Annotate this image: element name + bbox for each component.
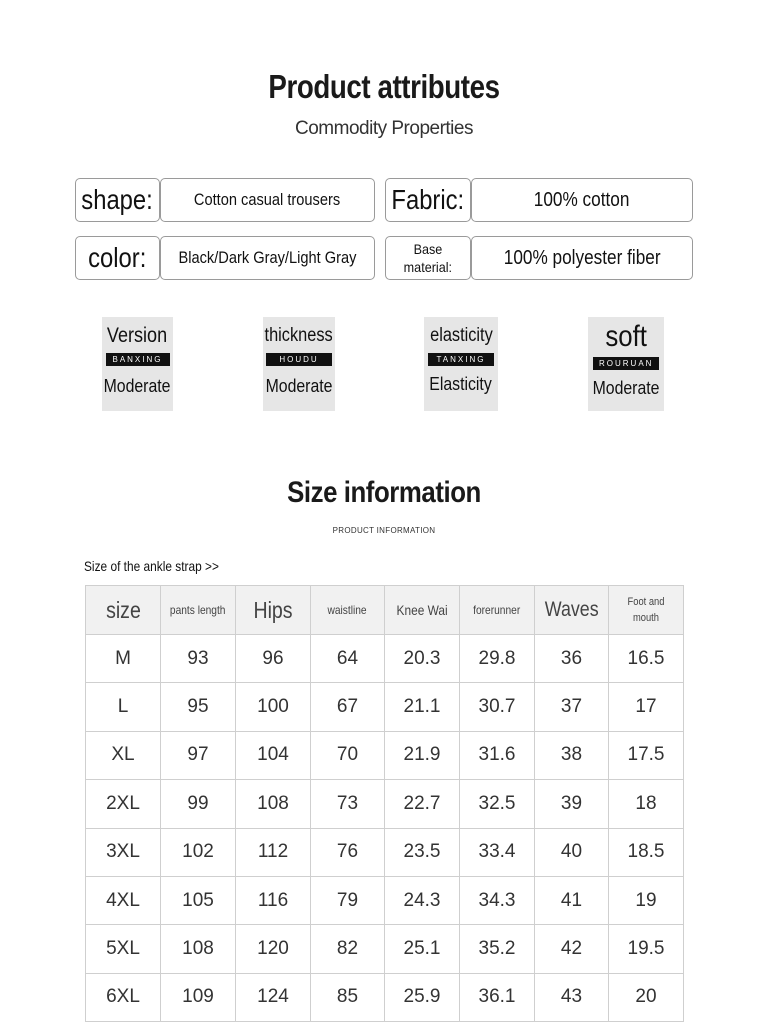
size-table-header-row bbox=[86, 586, 684, 635]
color-key: color: bbox=[88, 242, 147, 273]
spec-card-version bbox=[102, 317, 173, 411]
shape-key-box bbox=[75, 178, 160, 222]
header-cell: Knee Wai bbox=[385, 586, 460, 635]
table-cell: 29.8 bbox=[460, 635, 535, 683]
header-cell: forerunner bbox=[460, 586, 535, 635]
spec-card-elasticity bbox=[424, 317, 498, 411]
size-note: Size of the ankle strap >> bbox=[84, 558, 219, 574]
table-cell: 19 bbox=[609, 876, 684, 924]
table-row bbox=[86, 683, 684, 731]
table-cell: 19.5 bbox=[609, 925, 684, 973]
table-cell: 93 bbox=[161, 635, 236, 683]
table-cell: 73 bbox=[311, 780, 385, 828]
spec-card-soft bbox=[588, 317, 664, 411]
table-cell: 43 bbox=[535, 973, 609, 1021]
table-cell: 41 bbox=[535, 876, 609, 924]
table-cell: 112 bbox=[236, 828, 311, 876]
table-cell: 99 bbox=[161, 780, 236, 828]
table-cell: 40 bbox=[535, 828, 609, 876]
header-cell: pants length bbox=[161, 586, 236, 635]
size-title: Size information bbox=[287, 476, 481, 509]
table-cell: 67 bbox=[311, 683, 385, 731]
table-cell: 6XL bbox=[86, 973, 161, 1021]
color-key-box bbox=[75, 236, 160, 280]
spec-thickness-tag: HOUDU bbox=[266, 353, 332, 366]
spec-elasticity-label: elasticity bbox=[429, 325, 493, 346]
header-cell: Waves bbox=[535, 586, 609, 635]
table-cell: 108 bbox=[236, 780, 311, 828]
spec-soft-label: soft bbox=[605, 320, 647, 353]
shape-key: shape: bbox=[81, 184, 154, 215]
fabric-key-box bbox=[385, 178, 471, 222]
table-cell: 30.7 bbox=[460, 683, 535, 731]
table-cell: 96 bbox=[236, 635, 311, 683]
table-cell: 64 bbox=[311, 635, 385, 683]
table-cell: 76 bbox=[311, 828, 385, 876]
table-cell: 18 bbox=[609, 780, 684, 828]
table-cell: 23.5 bbox=[385, 828, 460, 876]
table-cell: 85 bbox=[311, 973, 385, 1021]
table-row bbox=[86, 731, 684, 779]
base-key-line2: material: bbox=[403, 259, 453, 275]
spec-card-thickness bbox=[263, 317, 335, 411]
table-cell: 18.5 bbox=[609, 828, 684, 876]
table-cell: XL bbox=[86, 731, 161, 779]
table-row bbox=[86, 973, 684, 1021]
table-cell: 120 bbox=[236, 925, 311, 973]
table-cell: 32.5 bbox=[460, 780, 535, 828]
table-cell: 20 bbox=[609, 973, 684, 1021]
table-cell: 24.3 bbox=[385, 876, 460, 924]
base-value: 100% polyester fiber bbox=[503, 246, 661, 269]
table-cell: 70 bbox=[311, 731, 385, 779]
header-cell: size bbox=[86, 586, 161, 635]
table-cell: 3XL bbox=[86, 828, 161, 876]
spec-version-value: Moderate bbox=[104, 376, 171, 396]
table-cell: 82 bbox=[311, 925, 385, 973]
spec-version-label: Version bbox=[107, 324, 168, 347]
base-key-line1: Base bbox=[413, 241, 443, 257]
table-cell: 31.6 bbox=[460, 731, 535, 779]
table-row bbox=[86, 828, 684, 876]
spec-soft-tag: ROURUAN bbox=[593, 357, 659, 370]
table-cell: 21.1 bbox=[385, 683, 460, 731]
table-cell: L bbox=[86, 683, 161, 731]
table-cell: 16.5 bbox=[609, 635, 684, 683]
fabric-value: 100% cotton bbox=[534, 188, 630, 211]
table-row bbox=[86, 925, 684, 973]
table-cell: 2XL bbox=[86, 780, 161, 828]
table-cell: 17.5 bbox=[609, 731, 684, 779]
table-cell: 97 bbox=[161, 731, 236, 779]
color-value: Black/Dark Gray/Light Gray bbox=[178, 248, 357, 267]
spec-elasticity-value: Elasticity bbox=[429, 374, 493, 394]
page-title: Product attributes bbox=[268, 68, 500, 105]
table-cell: 17 bbox=[609, 683, 684, 731]
shape-value: Cotton casual trousers bbox=[194, 190, 341, 209]
header-cell: waistline bbox=[311, 586, 385, 635]
header-cell: Foot and mouth bbox=[609, 586, 684, 635]
table-cell: 105 bbox=[161, 876, 236, 924]
table-cell: 100 bbox=[236, 683, 311, 731]
table-cell: 4XL bbox=[86, 876, 161, 924]
size-table bbox=[85, 585, 684, 1022]
shape-value-box bbox=[160, 178, 375, 222]
size-subtitle: PRODUCT INFORMATION bbox=[332, 526, 436, 535]
table-cell: 36.1 bbox=[460, 973, 535, 1021]
table-cell: 22.7 bbox=[385, 780, 460, 828]
table-cell: M bbox=[86, 635, 161, 683]
fabric-key: Fabric: bbox=[391, 184, 465, 215]
color-value-box bbox=[160, 236, 375, 280]
table-cell: 102 bbox=[161, 828, 236, 876]
table-cell: 79 bbox=[311, 876, 385, 924]
page-subtitle: Commodity Properties bbox=[295, 118, 473, 139]
table-cell: 34.3 bbox=[460, 876, 535, 924]
table-cell: 42 bbox=[535, 925, 609, 973]
table-cell: 109 bbox=[161, 973, 236, 1021]
table-cell: 35.2 bbox=[460, 925, 535, 973]
table-cell: 95 bbox=[161, 683, 236, 731]
spec-version-tag: BANXING bbox=[106, 353, 170, 366]
table-cell: 25.9 bbox=[385, 973, 460, 1021]
table-cell: 39 bbox=[535, 780, 609, 828]
fabric-value-box bbox=[471, 178, 693, 222]
spec-soft-value: Moderate bbox=[592, 378, 660, 398]
table-cell: 21.9 bbox=[385, 731, 460, 779]
table-cell: 37 bbox=[535, 683, 609, 731]
table-cell: 116 bbox=[236, 876, 311, 924]
header-cell: Hips bbox=[236, 586, 311, 635]
spec-thickness-value: Moderate bbox=[265, 376, 333, 396]
table-cell: 36 bbox=[535, 635, 609, 683]
table-row bbox=[86, 635, 684, 683]
table-row bbox=[86, 780, 684, 828]
table-cell: 5XL bbox=[86, 925, 161, 973]
table-cell: 38 bbox=[535, 731, 609, 779]
table-row bbox=[86, 876, 684, 924]
base-value-box bbox=[471, 236, 693, 280]
table-cell: 20.3 bbox=[385, 635, 460, 683]
table-cell: 124 bbox=[236, 973, 311, 1021]
table-cell: 33.4 bbox=[460, 828, 535, 876]
table-cell: 108 bbox=[161, 925, 236, 973]
table-cell: 104 bbox=[236, 731, 311, 779]
spec-thickness-label: thickness bbox=[264, 325, 334, 346]
table-cell: 25.1 bbox=[385, 925, 460, 973]
spec-elasticity-tag: TANXING bbox=[428, 353, 494, 366]
base-key-box bbox=[385, 236, 471, 280]
